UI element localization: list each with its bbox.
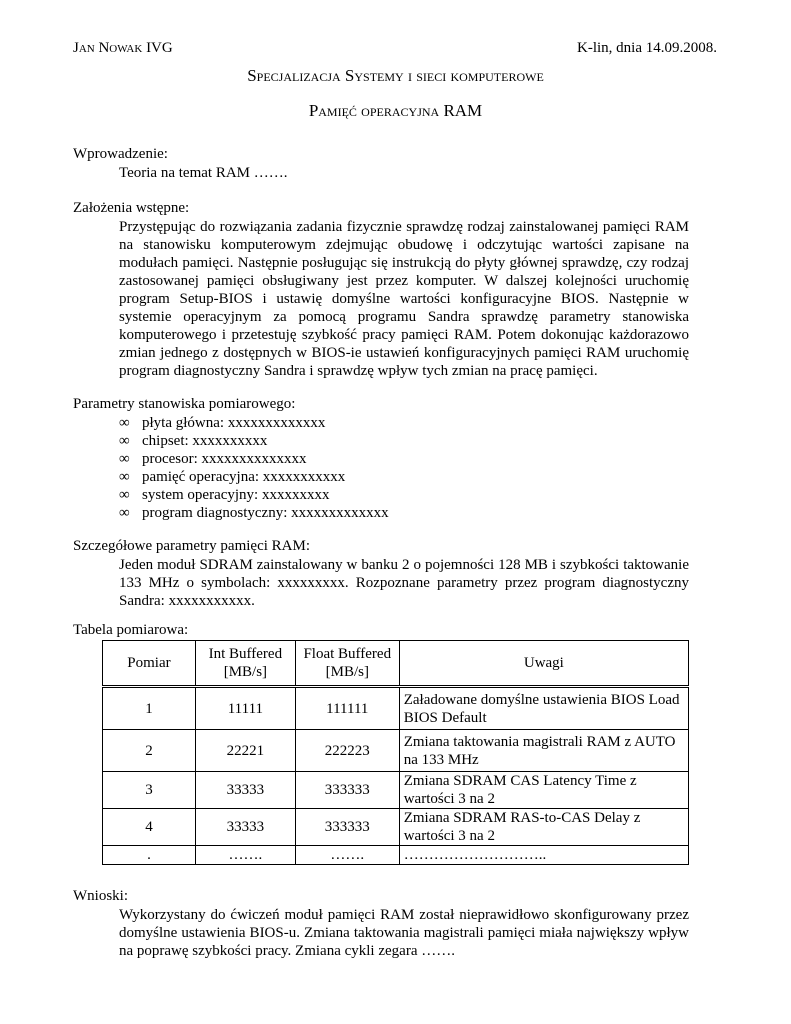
list-item: ∞ chipset: xxxxxxxxxx bbox=[119, 433, 268, 449]
list-item: ∞ system operacyjny: xxxxxxxxx bbox=[119, 487, 330, 503]
infinity-bullet-icon: ∞ bbox=[119, 451, 130, 467]
ram-details-label: Szczegółowe parametry pamięci RAM: bbox=[73, 538, 310, 554]
column-header: Int Buffered [MB/s] bbox=[195, 641, 295, 687]
table-row bbox=[103, 772, 689, 809]
intro-label: Wprowadzenie: bbox=[73, 146, 168, 162]
assumptions-text: Przystępując do rozwiązania zadania fizycznie sprawdzę rodzaj zainstalowanej pamięci RAM na stanowisku komputerowym zdejmując obudowę i odczytując wartości zapisane na modułach pamięci. Następnie posługując się instrukcją do płyty głównej sprawdzę, czy rodzaj zastosowanej pamięci obsługiwany jest przez komputer. W dalszej kolejności uruchomię program Setup-BIOS i ustawię domyślne wartości konfiguracyjne BIOS. Następnie w systemie operacyjnym za pomocą programu Sandra sprawdzę parametry stanowiska komputerowego i przetestuję szybkość pracy pamięci RAM. Potem dokonując każdorazowo zmian jednego z dostępnych w BIOS-ie ustawień konfiguracyjnych pamięci RAM uruchomię program diagnostyczny Sandra i sprawdzę wpływ tych zmian na pracę pamięci. bbox=[119, 219, 689, 379]
table-cell: Zmiana taktowania magistrali RAM z AUTO na 133 MHz bbox=[399, 730, 688, 772]
table-cell: 33333 bbox=[195, 809, 295, 846]
measurement-table bbox=[102, 640, 689, 865]
column-header: Uwagi bbox=[399, 641, 688, 687]
table-cell: Zmiana SDRAM CAS Latency Time z wartości 3 na 2 bbox=[399, 772, 688, 809]
table-cell: Załadowane domyślne ustawienia BIOS Load BIOS Default bbox=[399, 687, 688, 730]
class-name: IVG bbox=[146, 40, 173, 56]
station-label: Parametry stanowiska pomiarowego: bbox=[73, 396, 296, 412]
table-row bbox=[103, 846, 689, 865]
infinity-bullet-icon: ∞ bbox=[119, 505, 130, 521]
station-parameter-list bbox=[119, 414, 389, 522]
column-header: Float Buffered [MB/s] bbox=[295, 641, 399, 687]
infinity-bullet-icon: ∞ bbox=[119, 487, 130, 503]
table-cell: ……. bbox=[195, 846, 295, 865]
table-cell: 3 bbox=[103, 772, 196, 809]
list-item: ∞ program diagnostyczny: xxxxxxxxxxxxx bbox=[119, 505, 389, 521]
table-cell: 33333 bbox=[195, 772, 295, 809]
conclusions-label: Wnioski: bbox=[73, 888, 128, 904]
table-row bbox=[103, 809, 689, 846]
table-cell: 22221 bbox=[195, 730, 295, 772]
ram-details-text: Jeden moduł SDRAM zainstalowany w banku 2 o pojemności 128 MB i szybkości taktowanie 133 MHz o symbolach: xxxxxxxxx. Rozpoznane parametry przez program diagnostyczny Sandra: xxxxxxxxxxx. bbox=[119, 557, 689, 609]
subject-title: Pamięć operacyjna RAM bbox=[308, 101, 483, 120]
table-cell: Zmiana SDRAM RAS-to-CAS Delay z wartości 3 na 2 bbox=[399, 809, 688, 846]
table-cell: 4 bbox=[103, 809, 196, 846]
table-cell: 333333 bbox=[295, 772, 399, 809]
infinity-bullet-icon: ∞ bbox=[119, 469, 130, 485]
table-cell: 222223 bbox=[295, 730, 399, 772]
table-cell: 2 bbox=[103, 730, 196, 772]
intro-text: Teoria na temat RAM ……. bbox=[119, 165, 288, 181]
table-label: Tabela pomiarowa: bbox=[73, 622, 189, 638]
table-row bbox=[103, 687, 689, 730]
table-cell: ……. bbox=[295, 846, 399, 865]
conclusions-text: Wykorzystany do ćwiczeń moduł pamięci RAM został nieprawidłowo skonfigurowany przez domyślne ustawienia BIOS-u. Zmiana taktowania magistrali pamięci miała największy wpływ na poprawę szybkości pracy. Zmiana cykli zegara ……. bbox=[119, 907, 689, 959]
list-item: ∞ procesor: xxxxxxxxxxxxxx bbox=[119, 451, 307, 467]
column-header: Pomiar bbox=[103, 641, 196, 687]
table-row bbox=[103, 730, 689, 772]
list-item: ∞ płyta główna: xxxxxxxxxxxxx bbox=[119, 415, 326, 431]
infinity-bullet-icon: ∞ bbox=[119, 433, 130, 449]
table-cell: 111111 bbox=[295, 687, 399, 730]
author-header bbox=[73, 40, 173, 57]
table-cell: ……………………….. bbox=[399, 846, 688, 865]
author-name: Jan Nowak bbox=[73, 40, 143, 56]
place-date: K-lin, dnia 14.09.2008. bbox=[577, 40, 717, 56]
assumptions-label: Założenia wstępne: bbox=[73, 200, 190, 216]
specialization-title: Specjalizacja Systemy i sieci komputerowe bbox=[247, 66, 544, 85]
table-cell: 1 bbox=[103, 687, 196, 730]
table-cell: 333333 bbox=[295, 809, 399, 846]
table-cell: 11111 bbox=[195, 687, 295, 730]
infinity-bullet-icon: ∞ bbox=[119, 415, 130, 431]
table-cell: . bbox=[103, 846, 196, 865]
list-item: ∞ pamięć operacyjna: xxxxxxxxxxx bbox=[119, 469, 346, 485]
table-header-row bbox=[103, 641, 689, 687]
